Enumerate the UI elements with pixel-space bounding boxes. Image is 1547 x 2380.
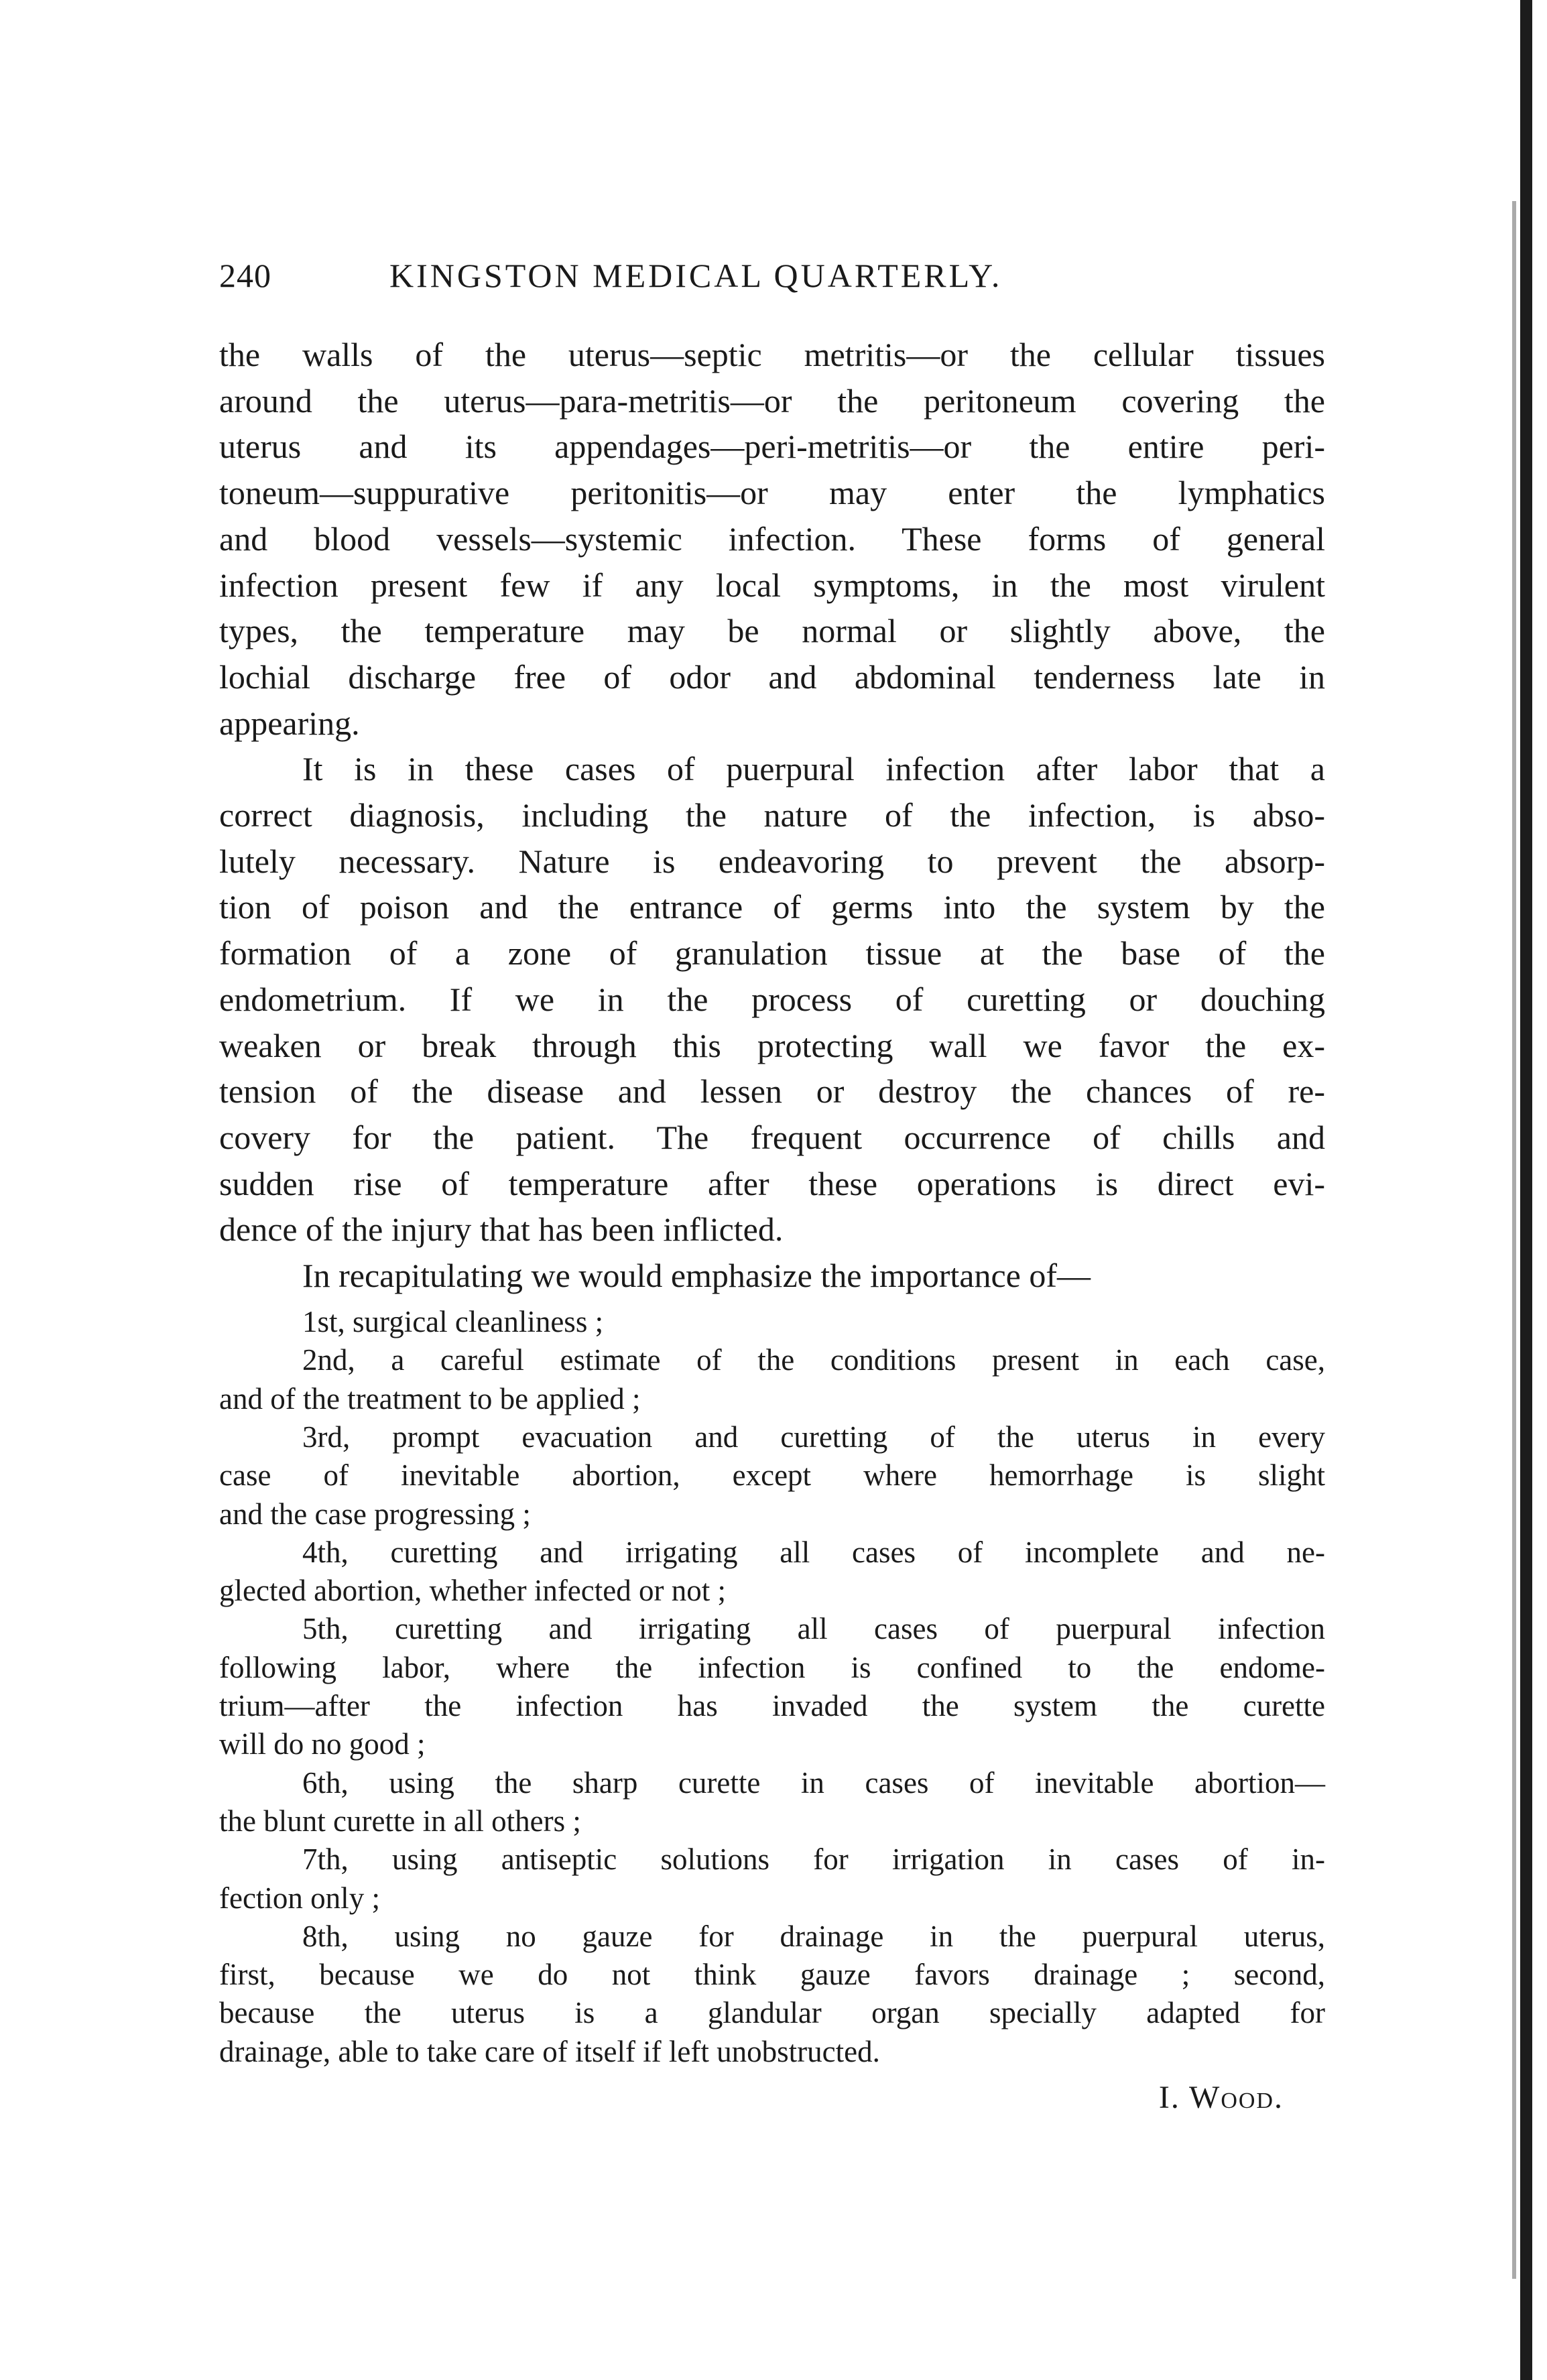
text-line: formation of a zone of granulation tissue at the base of the xyxy=(219,934,1325,973)
text-line: 1st, surgical cleanliness ; xyxy=(302,1305,604,1338)
text-line: will do no good ; xyxy=(219,1727,426,1761)
text-line: correct diagnosis, including the nature of the infection, is abso- xyxy=(219,796,1325,834)
text-line: It is in these cases of puerpural infection after labor that a xyxy=(302,750,1325,788)
scan-edge-shadow xyxy=(1512,201,1516,2279)
text-line: and of the treatment to be applied ; xyxy=(219,1381,641,1416)
text-line: covery for the patient. The frequent occurrence of chills and xyxy=(219,1118,1325,1156)
text-line: weaken or break through this protecting wall we favor the ex- xyxy=(219,1026,1325,1064)
text-line: fection only ; xyxy=(219,1881,380,1915)
text-line: 5th, curetting and irrigating all cases of puerpural infection xyxy=(302,1612,1325,1646)
text-line: uterus and its appendages—peri-metritis—or the entire peri- xyxy=(219,428,1325,466)
text-line: trium—after the infection has invaded the system the curette xyxy=(219,1689,1325,1723)
text-line: toneum—suppurative peritonitis—or may enter the lymphatics xyxy=(219,474,1325,512)
text-line: tion of poison and the entrance of germs into the system by the xyxy=(219,888,1325,926)
text-line: 4th, curetting and irrigating all cases of incomplete and ne- xyxy=(302,1535,1325,1569)
text-line: the blunt curette in all others ; xyxy=(219,1804,581,1838)
text-line: dence of the injury that has been inflicted. xyxy=(219,1210,784,1249)
text-line: 6th, using the sharp curette in cases of inevitable abortion— xyxy=(302,1765,1325,1800)
text-line: 8th, using no gauze for drainage in the puerpural uterus, xyxy=(302,1919,1325,1953)
scan-binding-edge xyxy=(1520,0,1532,2380)
text-line: the walls of the uterus—septic metritis—or the cellular tissues xyxy=(219,336,1325,373)
author-signature: I. Wood. xyxy=(1158,2080,1284,2115)
text-line: case of inevitable abortion, except where hemorrhage is slight xyxy=(219,1458,1325,1493)
text-line: lutely necessary. Nature is endeavoring to prevent the absorp- xyxy=(219,842,1325,880)
text-line: because the uterus is a glandular organ specially adapted for xyxy=(219,1996,1325,2030)
page-number: 240 xyxy=(219,257,271,294)
text-line: 7th, using antiseptic solutions for irrigation in cases of in- xyxy=(302,1842,1325,1877)
text-line: lochial discharge free of odor and abdominal tenderness late in xyxy=(219,657,1325,696)
text-line: glected abortion, whether infected or not ; xyxy=(219,1574,726,1608)
text-line: 3rd, prompt evacuation and curetting of the uterus in every xyxy=(302,1420,1325,1454)
text-line: sudden rise of temperature after these operations is direct evi- xyxy=(219,1164,1325,1202)
text-line: following labor, where the infection is confined to the endome- xyxy=(219,1650,1325,1684)
text-line: infection present few if any local symptoms, in the most virulent xyxy=(219,566,1325,604)
text-line: In recapitulating we would emphasize the importance of— xyxy=(302,1257,1091,1294)
running-title: KINGSTON MEDICAL QUARTERLY. xyxy=(389,257,1003,294)
text-line: endometrium. If we in the process of curetting or douching xyxy=(219,980,1325,1018)
text-line: and the case progressing ; xyxy=(219,1497,531,1531)
text-line: tension of the disease and lessen or destroy the chances of re- xyxy=(219,1072,1325,1111)
text-line: and blood vessels—systemic infection. These forms of general xyxy=(219,519,1325,558)
text-line: first, because we do not think gauze favors drainage ; second, xyxy=(219,1958,1325,1992)
text-line: 2nd, a careful estimate of the conditions present in each case, xyxy=(302,1343,1325,1377)
text-line: types, the temperature may be normal or slightly above, the xyxy=(219,612,1325,650)
text-line: around the uterus—para-metritis—or the peritoneum covering the xyxy=(219,381,1325,420)
text-line: drainage, able to take care of itself if left unobstructed. xyxy=(219,2034,880,2068)
text-line: appearing. xyxy=(219,704,360,742)
